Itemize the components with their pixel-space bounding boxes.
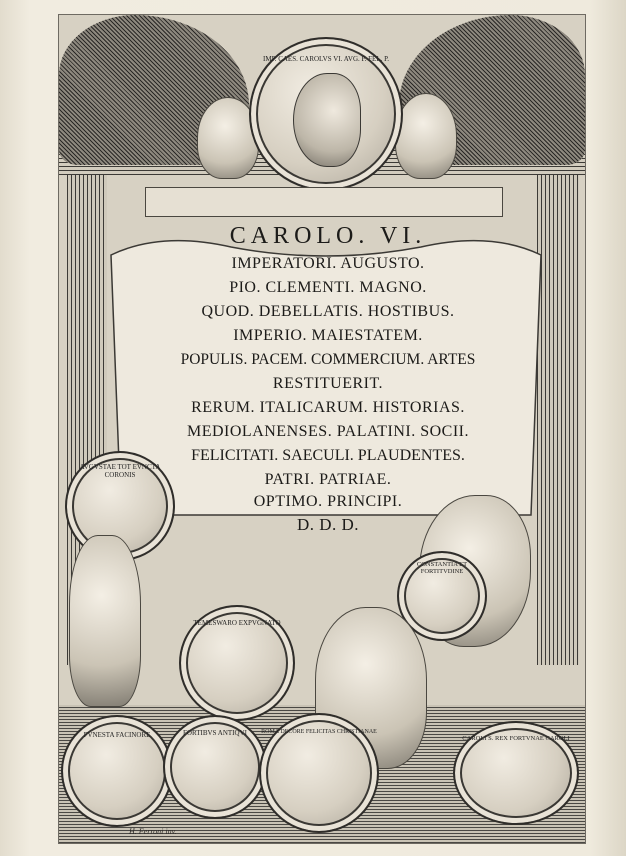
medal-bottom-3-legend: ROMA DECORE FELICITAS CHRISTIANAE: [261, 729, 377, 735]
medal-bottom-2: [163, 715, 267, 819]
medal-bottom-3: [259, 713, 379, 833]
inscription-line-12: OPTIMO. PRINCIPI.: [253, 493, 403, 510]
medal-bottom-1: [61, 715, 173, 827]
inscription-line-3: PIO. CLEMENTI. MAGNO.: [229, 279, 427, 296]
medal-bottom-2-legend: FORTIBVS ANTIQVI: [183, 729, 247, 737]
medal-center: [179, 605, 295, 721]
inscription-line-5: IMPERIO. MAIESTATEM.: [233, 327, 423, 344]
portrait-medal-legend: IMP. CAES. CAROLVS VI. AVG. P. FEL. P.: [263, 55, 389, 63]
inscription-line-4: QUOD. DEBELLATIS. HOSTIBUS.: [201, 303, 455, 320]
pedestal-slab: [145, 187, 503, 217]
inscription-line-11: PATRI. PATRIAE.: [264, 471, 392, 488]
cherub-top-right: [395, 93, 457, 179]
medal-center-legend: TEMESWARO EXPVGNATO: [193, 619, 281, 627]
inscription-line-2: IMPERATORI. AUGUSTO.: [231, 255, 425, 272]
inscription-line-7: RESTITUERIT.: [272, 375, 384, 392]
inscription-line-9: MEDIOLANENSES. PALATINI. SOCII.: [186, 423, 470, 440]
engraved-plate: [58, 14, 586, 844]
inscription-line-10: FELICITATI. SAECULI. PLAUDENTES.: [191, 447, 465, 464]
medal-bottom-1-legend: FVNESTA FACINORE: [83, 731, 151, 739]
medal-right-held-legend: CONSTANTIA ET FORTITVDINE: [416, 561, 468, 575]
inscription-line-6: POPULIS. PACEM. COMMERCIUM. ARTES: [180, 351, 476, 368]
engraver-credit: H. Ferroni inv.: [129, 827, 177, 836]
emperor-profile: [293, 73, 361, 167]
inscription-line-1: CAROLO. VI.: [229, 223, 427, 249]
medal-bottom-4-legend: CAROLI S. REX FORTVNAE CAROLI: [462, 735, 570, 742]
inscription-line-13: D. D. D.: [296, 515, 360, 534]
medal-left-upper-legend: AVGVSTAE TOT EVNCTA CORONIS: [79, 463, 161, 479]
cherub-left-holding-medal: [69, 535, 141, 707]
inscription-line-8: RERUM. ITALICARUM. HISTORIAS.: [191, 399, 465, 416]
medal-bottom-4: [453, 721, 579, 825]
portrait-medal: [249, 37, 403, 191]
